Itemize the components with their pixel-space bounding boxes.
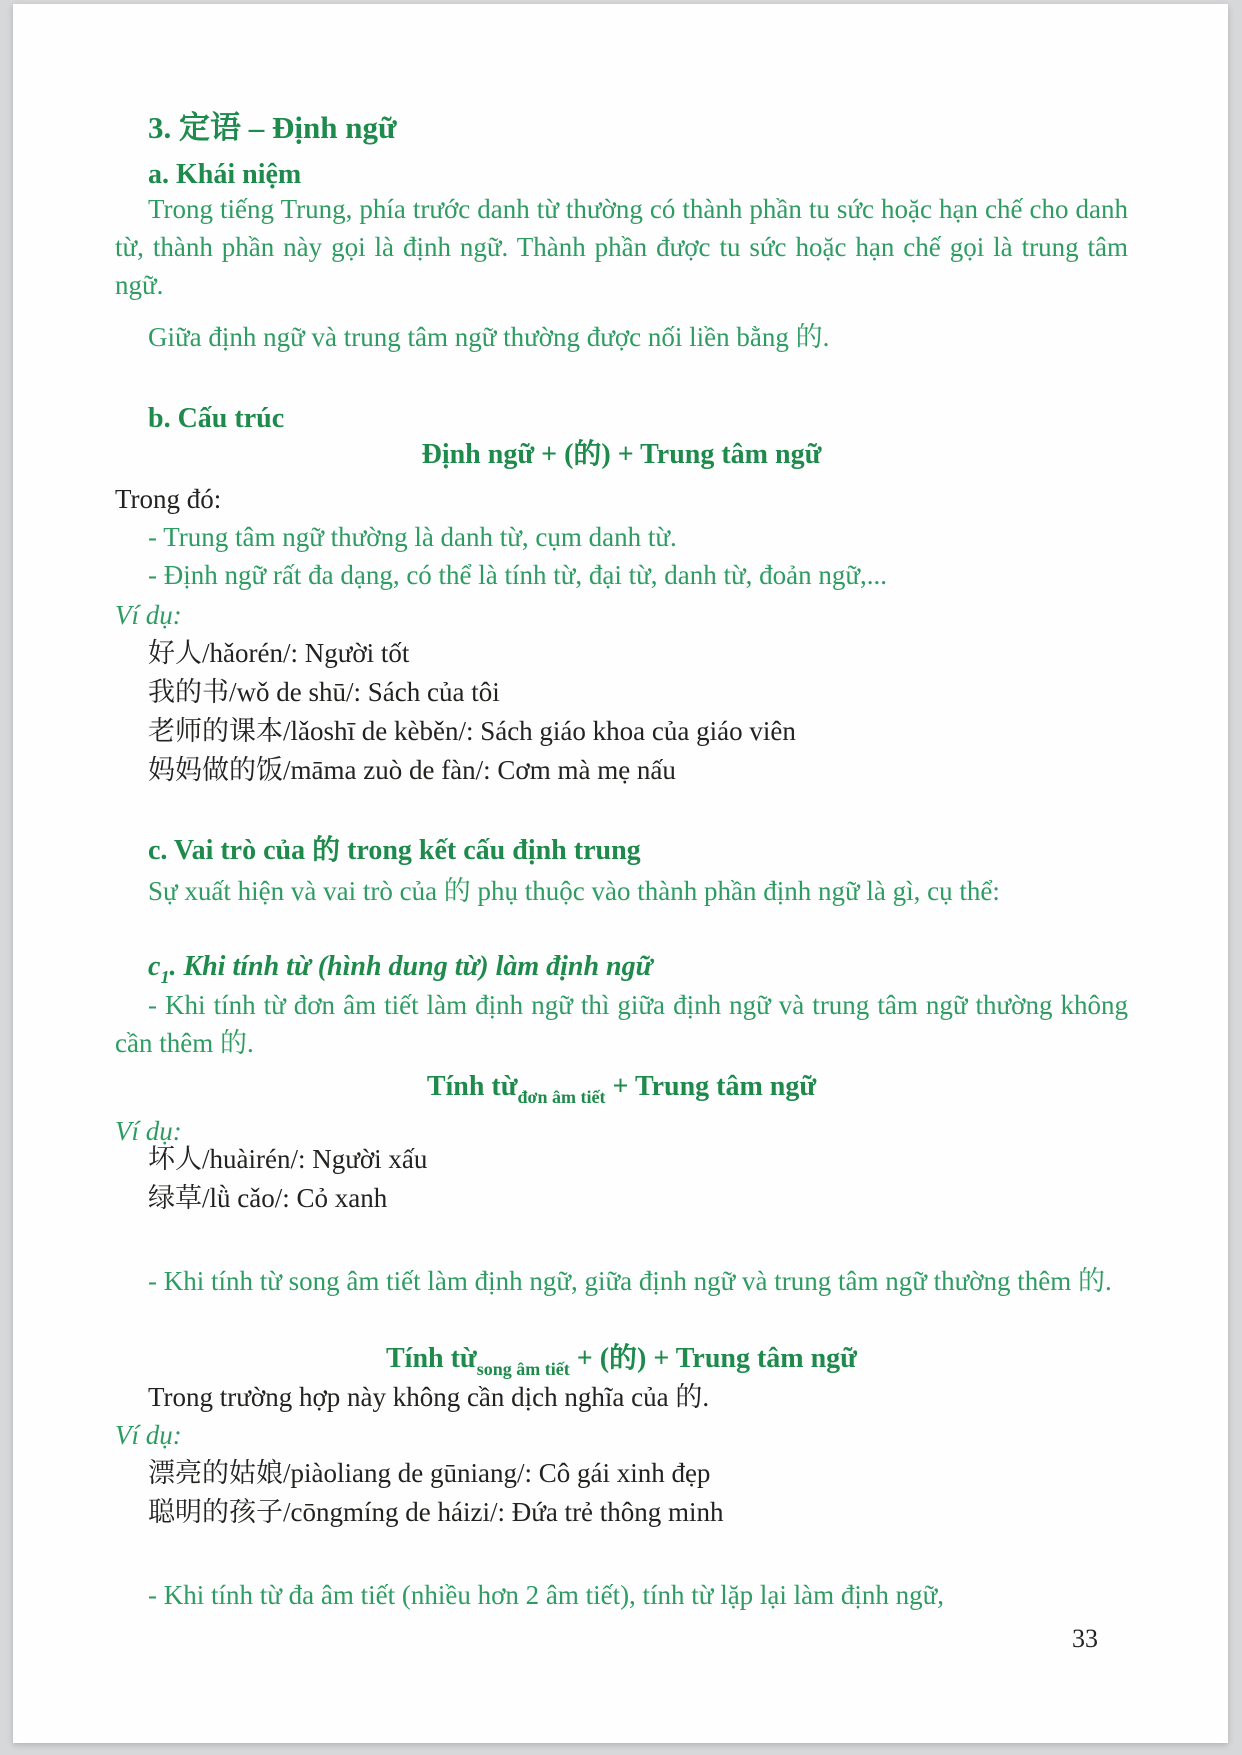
label-trong-do: Trong đó: bbox=[115, 484, 222, 514]
formula-subscript: đơn âm tiết bbox=[517, 1087, 606, 1107]
heading-c1-rest: . Khi tính từ (hình dung từ) làm định ngữ bbox=[169, 951, 653, 982]
formula-subscript: song âm tiết bbox=[476, 1359, 570, 1379]
heading-c1-subscript: 1 bbox=[160, 967, 170, 987]
formula-rest: + (的) + Trung tâm ngữ bbox=[569, 1343, 857, 1374]
paragraph-concept: Trong tiếng Trung, phía trước danh từ thường có thành phần tu sức hoặc hạn chế cho danh từ, thành phần này gọi là định ngữ. Thành phần được tu sức hoặc hạn chế gọi là trung tâm ngữ. bbox=[115, 194, 1128, 300]
formula-rest: + Trung tâm ngữ bbox=[605, 1071, 817, 1102]
bullet-dinh-ngu-da-dang: - Định ngữ rất đa dạng, có thể là tính từ, đại từ, danh từ, đoản ngữ,... bbox=[148, 560, 888, 590]
heading-c-vai-tro: c. Vai trò của 的 trong kết cấu định trung bbox=[148, 835, 641, 866]
heading-c1 bbox=[115, 948, 1128, 986]
section-title: 3. 定语 – Định ngữ bbox=[148, 110, 397, 145]
example-label-1: Ví dụ: bbox=[115, 600, 182, 630]
example-list-1 bbox=[115, 634, 1128, 790]
formula-tinh-tu-song bbox=[115, 1340, 1128, 1378]
heading-b-cau-truc: b. Cấu trúc bbox=[148, 403, 285, 434]
example-item: 老师的课本/lǎoshī de kèběn/: Sách giáo khoa của giáo viên bbox=[148, 716, 796, 746]
example-item: 聪明的孩子/cōngmíng de háizi/: Đứa trẻ thông minh bbox=[148, 1497, 724, 1527]
paragraph-de-connector: Giữa định ngữ và trung tâm ngữ thường được nối liền bằng 的. bbox=[148, 322, 830, 352]
example-item: 绿草/lǜ cǎo/: Cỏ xanh bbox=[148, 1183, 388, 1213]
example-item: 妈妈做的饭/māma zuò de fàn/: Cơm mà mẹ nấu bbox=[148, 755, 676, 785]
paragraph-don-am-tiet: - Khi tính từ đơn âm tiết làm định ngữ thì giữa định ngữ và trung tâm ngữ thường không cần thêm 的. bbox=[115, 990, 1128, 1058]
page-content bbox=[115, 4, 1128, 1743]
formula-main: Tính từ bbox=[426, 1071, 518, 1102]
example-item: 好人/hǎorén/: Người tốt bbox=[148, 638, 410, 668]
book-page bbox=[13, 4, 1228, 1743]
formula-main: Tính từ bbox=[386, 1343, 477, 1374]
paragraph-song-am-tiet: - Khi tính từ song âm tiết làm định ngữ, giữa định ngữ và trung tâm ngữ thường thêm 的. bbox=[148, 1266, 1112, 1296]
paragraph-c-intro: Sự xuất hiện và vai trò của 的 phụ thuộc vào thành phần định ngữ là gì, cụ thể: bbox=[148, 876, 1000, 906]
example-label-2: Ví dụ: bbox=[115, 1116, 182, 1146]
heading-a-khai-niem: a. Khái niệm bbox=[148, 159, 302, 190]
example-item: 漂亮的姑娘/piàoliang de gūniang/: Cô gái xinh đẹp bbox=[148, 1458, 711, 1488]
page-number: 33 bbox=[1072, 1624, 1098, 1653]
paragraph-da-am-tiet: - Khi tính từ đa âm tiết (nhiều hơn 2 âm tiết), tính từ lặp lại làm định ngữ, bbox=[148, 1580, 945, 1610]
bullet-trung-tam-ngu: - Trung tâm ngữ thường là danh từ, cụm danh từ. bbox=[148, 522, 677, 552]
example-item: 我的书/wǒ de shū/: Sách của tôi bbox=[148, 677, 500, 707]
formula-tinh-tu-don bbox=[115, 1068, 1128, 1106]
example-list-2 bbox=[115, 1140, 1128, 1218]
example-item: 坏人/huàirén/: Người xấu bbox=[148, 1144, 428, 1174]
heading-c1-prefix: c bbox=[148, 951, 161, 982]
example-list-3 bbox=[115, 1454, 1128, 1532]
note-no-translation: Trong trường hợp này không cần dịch nghĩa của 的. bbox=[148, 1382, 710, 1412]
example-label-3: Ví dụ: bbox=[115, 1420, 182, 1450]
formula-dinh-ngu: Định ngữ + (的) + Trung tâm ngữ bbox=[421, 439, 822, 470]
